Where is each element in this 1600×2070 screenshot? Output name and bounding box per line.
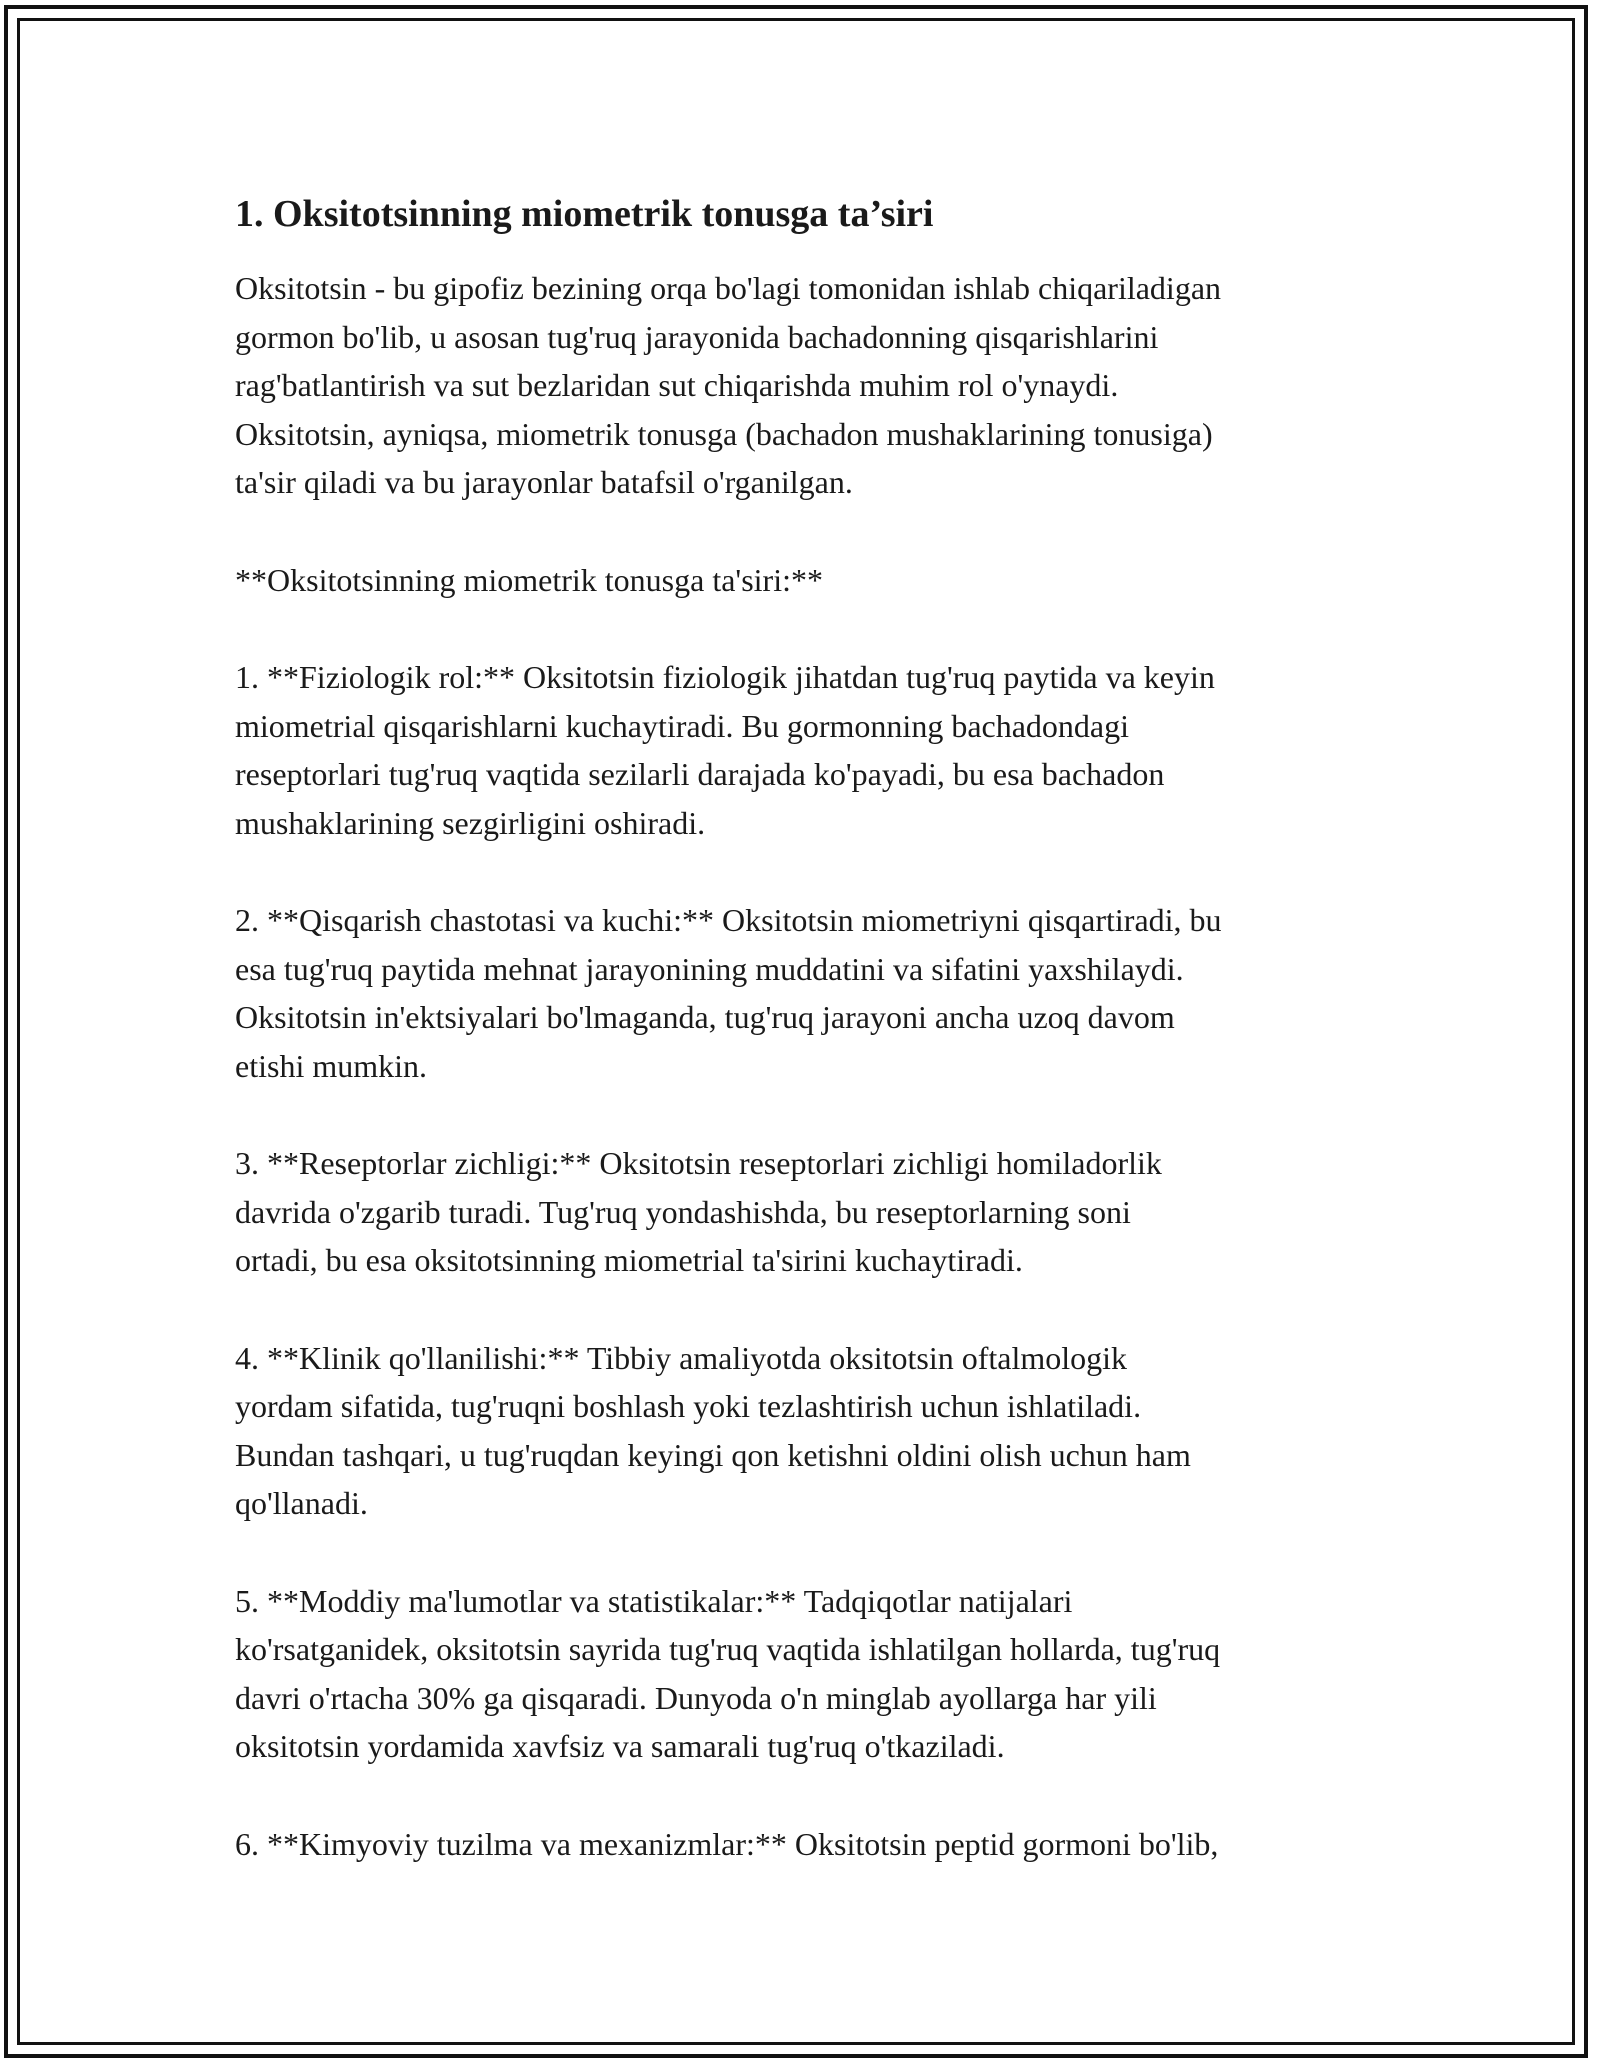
list-item-1: 1. **Fiziologik rol:** Oksitotsin fiziologik jihatdan tug'ruq paytida va keyin miometrial qisqarishlarni kuchaytiradi. Bu gormonning bachadondagi reseptorlari tug'ruq vaqtida sezilarli darajada ko'payadi, bu esa bachadon mushaklarining sezgirligini oshiradi. — [235, 659, 1215, 841]
section-heading: **Oksitotsinning miometrik tonusga ta'siri:** — [235, 561, 823, 598]
list-item-3: 3. **Reseptorlar zichligi:** Oksitotsin reseptorlari zichligi homiladorlik davrida o'zgarib turadi. Tug'ruq yondashishda, bu reseptorlarning soni ortadi, bu esa oksitotsinning miometrial ta'sirini kuchaytiradi. — [235, 1145, 1162, 1278]
list-item-5: 5. **Moddiy ma'lumotlar va statistikalar:** Tadqiqotlar natijalari ko'rsatganidek, oksitotsin sayrida tug'ruq vaqtida ishlatilgan hollarda, tug'ruq davri o'rtacha 30% ga qisqaradi. Dunyoda o'n minglab ayollarga har yili oksitotsin yordamida xavfsiz va samarali tug'ruq o'tkaziladi. — [235, 1582, 1221, 1764]
document-title: 1. Oksitotsinning miometrik tonusga ta’siri — [235, 193, 934, 235]
list-item-4: 4. **Klinik qo'llanilishi:** Tibbiy amaliyotda oksitotsin oftalmologik yordam sifatida, tug'ruqni boshlash yoki tezlashtirish uchun ishlatiladi. Bundan tashqari, u tug'ruqdan keyingi qon ketishni oldini olish uchun ham qo'llanadi. — [235, 1339, 1191, 1521]
document-body — [235, 186, 1395, 1917]
list-item-6: 6. **Kimyoviy tuzilma va mexanizmlar:** Oksitotsin peptid gormoni bo'lib, — [235, 1825, 1219, 1862]
list-item-2: 2. **Qisqarish chastotasi va kuchi:** Oksitotsin miometriyni qisqartiradi, bu esa tug'ruq paytida mehnat jarayonining muddatini va sifatini yaxshilaydi. Oksitotsin in'ektsiyalari bo'lmaganda, tug'ruq jarayoni ancha uzoq davom etishi mumkin. — [235, 902, 1222, 1084]
intro-paragraph: Oksitotsin - bu gipofiz bezining orqa bo'lagi tomonidan ishlab chiqariladigan gormon bo'lib, u asosan tug'ruq jarayonida bachadonning qisqarishlarini rag'batlantirish va sut bezlaridan sut chiqarishda muhim rol o'ynaydi. Oksitotsin, ayniqsa, miometrik tonusga (bachadon mushaklarining tonusiga) ta'sir qiladi va bu jarayonlar batafsil o'rganilgan. — [235, 270, 1222, 500]
